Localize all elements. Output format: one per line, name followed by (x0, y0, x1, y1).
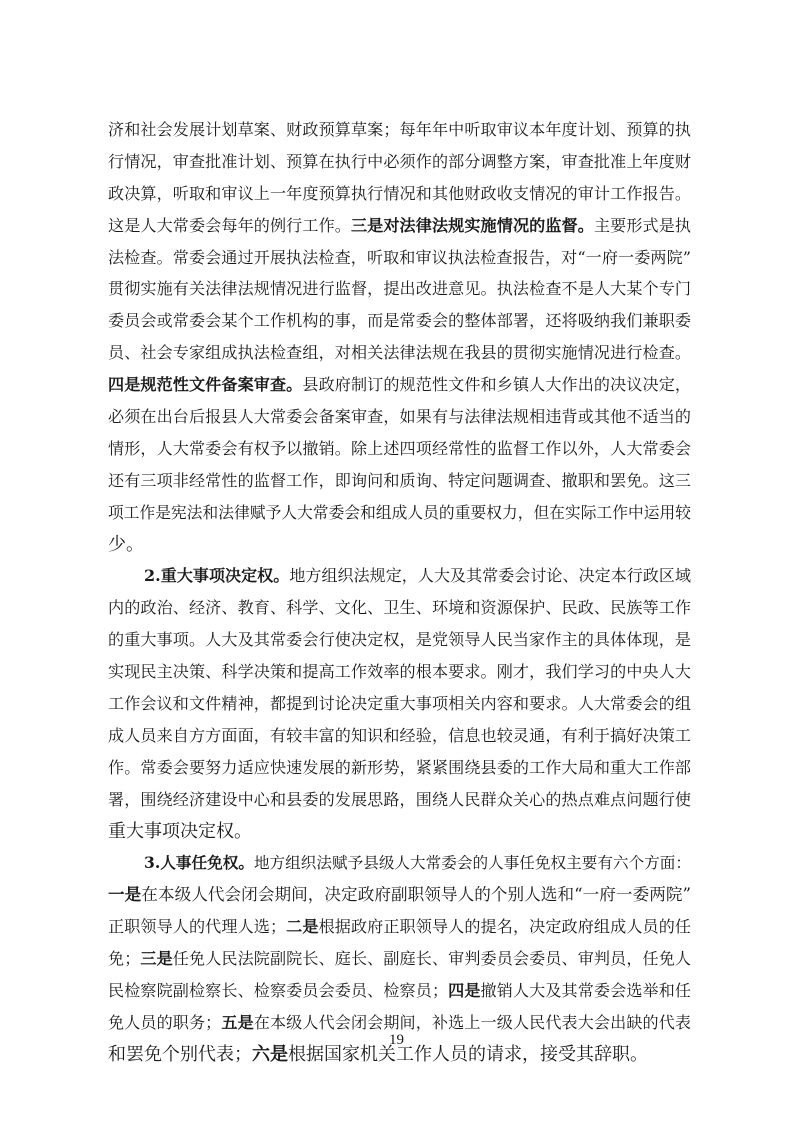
text-line (108, 210, 691, 242)
bold-heading-text: 二是 (286, 917, 319, 937)
body-text: 实现民主决策、科学决策和提高工作效率的根本要求。刚才，我们学习的中央人大 (108, 662, 691, 682)
bold-heading-text: 三是 (140, 949, 173, 969)
body-text: 免人员的职务； (108, 1012, 222, 1032)
bold-heading-text: 五是 (221, 1012, 254, 1032)
body-text: 县政府制订的规范性文件和乡镇人大作出的决议决定， (302, 375, 692, 395)
body-text: 法检查。常委会通过开展执法检查，听取和审议执法检查报告，对“一府一委两院” (108, 247, 691, 267)
body-text: 民检察院副检察长、检察委员会委员、检察员； (108, 981, 449, 1001)
text-line (108, 975, 691, 1007)
bold-heading-text: 六是 (252, 1043, 288, 1065)
text-line (108, 943, 691, 975)
body-text: 工作会议和文件精神，都提到讨论决定重大事项相关内容和要求。人大常委会的组 (108, 694, 691, 714)
body-text: 在本级人代会闭会期间，补选上一级人民代表大会出缺的代表 (253, 1012, 692, 1032)
bold-heading-text: 四是 (448, 981, 481, 1001)
body-text: 任免人民法院副院长、庭长、副庭长、审判委员会委员、审判员，任免人 (172, 949, 692, 969)
text-line (108, 784, 691, 816)
body-text: 主要形式是执 (593, 215, 692, 235)
text-line (108, 273, 691, 305)
body-text: 在本级人代会闭会期间，决定政府副职领导人的个别人选和“一府一委两院” (141, 885, 691, 905)
text-line (108, 305, 691, 337)
body-text: 成人员来自方方面面，有较丰富的知识和经验，信息也较灵通，有利于搞好决策工 (108, 725, 691, 745)
page-number: 19 (389, 1032, 404, 1048)
body-text: 免； (108, 949, 141, 969)
bold-heading-text: 一是 (108, 884, 142, 905)
body-text: 根据国家机关工作人员的请求，接受其辞职。 (288, 1043, 648, 1065)
body-text: 济和社会发展计划草案、财政预算草案；每年年中听取审议本年度计划、预算的执 (108, 120, 691, 139)
text-line (108, 242, 691, 274)
body-text: 这是人大常委会每年的例行工作。 (108, 215, 351, 235)
text-line (108, 688, 691, 720)
text-line (108, 369, 691, 401)
text-line (108, 752, 691, 784)
body-text: 根据政府正职领导人的提名，决定政府组成人员的任 (318, 917, 692, 937)
text-line (108, 560, 691, 592)
text-line (108, 401, 691, 433)
body-text: 作。常委会要努力适应快速发展的新形势，紧紧围绕县委的工作大局和重大工作部 (108, 757, 691, 777)
body-text: 政决算，听取和审议上一年度预算执行情况和其他财政收支情况的审计工作报告。 (108, 183, 691, 203)
text-line (108, 816, 691, 848)
body-text: 委员会或常委会某个工作机构的事，而是常委会的整体部署，还将吸纳我们兼职委 (108, 311, 691, 331)
body-text: 行情况，审查批准计划、预算在执行中必须作的部分调整方案，审查批准上年度财 (108, 151, 691, 171)
body-text: 正职领导人的代理人选； (108, 917, 287, 937)
text-line (108, 592, 691, 624)
body-text: 内的政治、经济、教育、科学、文化、卫生、环境和资源保护、民政、民族等工作 (108, 598, 691, 618)
text-line (108, 114, 691, 146)
body-text: 地方组织法规定，人大及其常委会讨论、决定本行政区域 (289, 566, 691, 586)
text-line (108, 178, 691, 210)
body-text: 贯彻实施有关法律法规情况进行监督，提出改进意见。执法检查不是人大某个专门 (108, 279, 691, 299)
body-text: 必须在出台后报县人大常委会备案审查，如果有与法律法规相违背或其他不适当的 (108, 407, 691, 427)
text-line (108, 656, 691, 688)
text-line (108, 337, 691, 369)
body-text: 项工作是宪法和法律赋予人大常委会和组成人员的重要权力，但在实际工作中运用较 (108, 502, 691, 522)
body-text: 的重大事项。人大及其常委会行使决定权，是党领导人民当家作主的具体体现，是 (108, 630, 691, 650)
text-line (108, 433, 691, 465)
bold-heading-text: 四是规范性文件备案审查。 (108, 375, 303, 395)
text-line (108, 847, 691, 879)
bold-heading-text: 3.人事任免权。 (144, 853, 254, 873)
body-text: 还有三项非经常性的监督工作，即询问和质询、特定问题调查、撤职和罢免。这三 (108, 470, 691, 490)
body-text: 地方组织法赋予县级人大常委会的人事任免权主要有六个方面： (253, 854, 691, 873)
body-text: 撤销人大及其常委会选举和任 (480, 981, 692, 1001)
document-body (108, 114, 691, 1071)
text-line (108, 911, 691, 943)
body-text: 和罢免个别代表； (108, 1043, 252, 1065)
bold-heading-text: 2.重大事项决定权。 (144, 566, 290, 586)
text-line (108, 465, 691, 497)
body-text: 情形，人大常委会有权予以撤销。除上述四项经常性的监督工作以外，人大常委会 (108, 438, 691, 458)
text-line (108, 879, 691, 911)
body-text: 少。 (108, 533, 144, 555)
text-line (108, 497, 691, 529)
text-line (108, 624, 691, 656)
body-text: 员、社会专家组成执法检查组，对相关法律法规在我县的贯彻实施情况进行检查。 (108, 343, 691, 363)
body-text: 重大事项决定权。 (108, 820, 252, 842)
text-line (108, 529, 691, 561)
text-line (108, 720, 691, 752)
body-text: 署，围绕经济建设中心和县委的发展思路，围绕人民群众关心的热点难点问题行使 (108, 789, 691, 809)
text-line (108, 146, 691, 178)
bold-heading-text: 三是对法律法规实施情况的监督。 (350, 215, 594, 235)
